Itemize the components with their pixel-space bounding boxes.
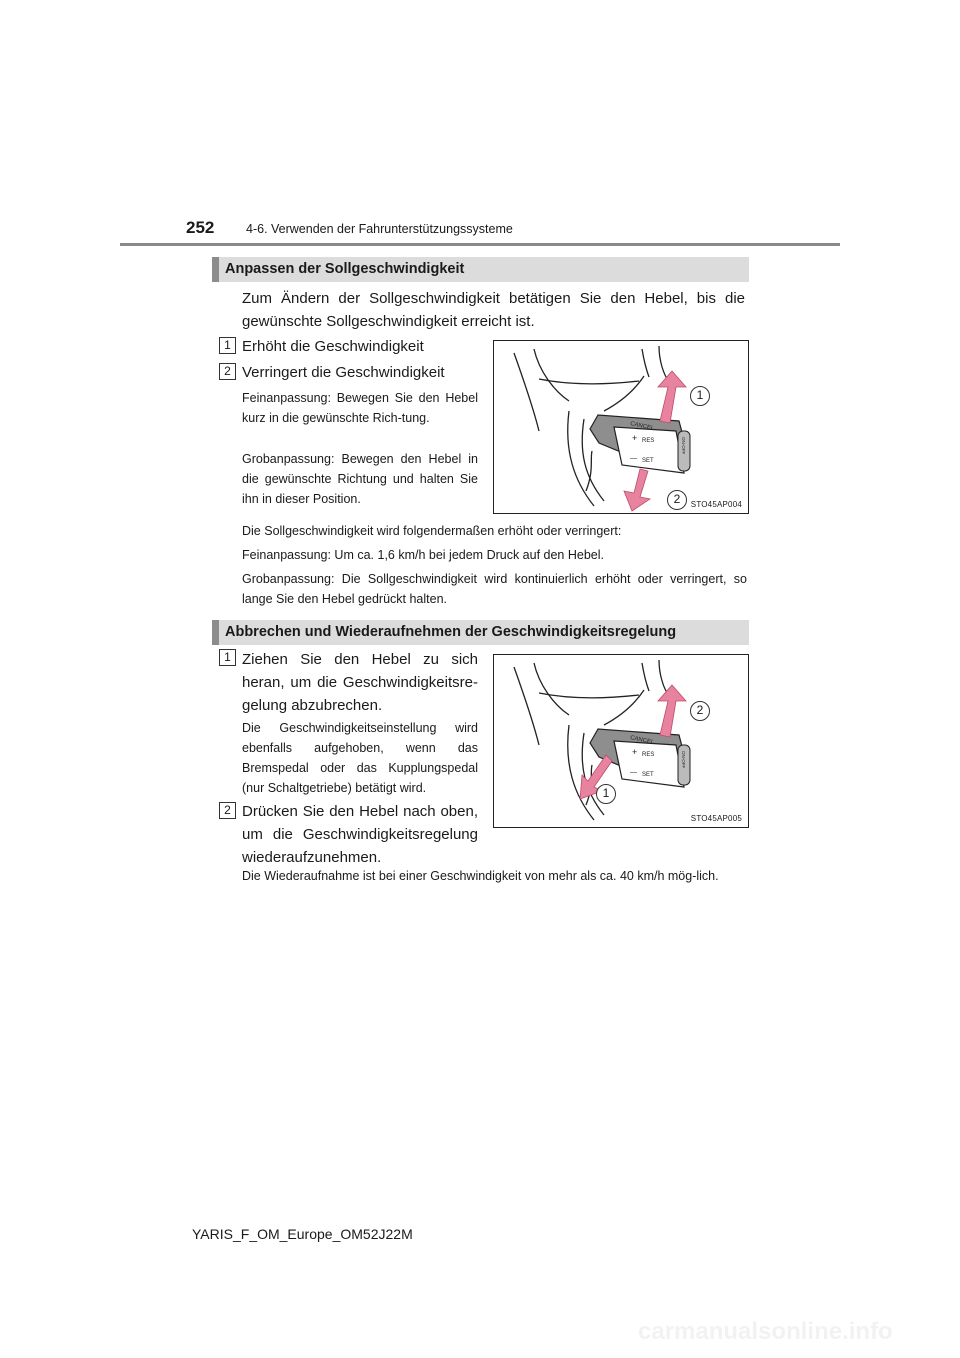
label-set: SET	[642, 458, 654, 464]
header-rule	[120, 243, 840, 246]
arrow-down-icon	[624, 469, 650, 511]
page-number: 252	[186, 218, 215, 237]
note-resume-speed: Die Wiederaufnahme ist bei einer Geschwindigkeit von mehr als ca. 40 km/h mög-lich.	[242, 869, 719, 883]
label-on-off: ON-OFF	[681, 751, 686, 769]
lever-face	[614, 741, 684, 787]
arrow-up-icon	[658, 685, 686, 737]
step-marker: 2	[219, 363, 236, 380]
note-fine-step: Feinanpassung: Um ca. 1,6 km/h bei jedem Druck auf den Hebel.	[242, 548, 604, 562]
label-minus: —	[630, 455, 637, 462]
step-cancel: Ziehen Sie den Hebel zu sich heran, um die Geschwindigkeitsre-gelung abzubrechen.	[242, 651, 478, 714]
label-on-off: ON-OFF	[681, 437, 686, 455]
arrow-up-icon	[658, 371, 686, 423]
section-intro: Zum Ändern der Sollgeschwindigkeit betätigen Sie den Hebel, bis die gewünschte Sollgeschwindigkeit erreicht ist.	[242, 290, 745, 330]
callout-1: 1	[596, 784, 616, 804]
figure-lever-adjust	[493, 340, 749, 514]
label-cancel: CANCEL	[629, 735, 655, 747]
lever-illustration	[494, 341, 748, 513]
step-resume: Drücken Sie den Hebel nach oben, um die Geschwindigkeitsregelung wiederaufzunehmen.	[242, 803, 478, 866]
callout-2: 2	[690, 701, 710, 721]
watermark: carmanualsonline.info	[638, 1318, 893, 1345]
label-plus: +	[632, 433, 638, 443]
callout-2: 2	[667, 490, 687, 510]
step-marker: 1	[219, 649, 236, 666]
label-minus: —	[630, 769, 637, 776]
figure-lever-cancel-resume	[493, 654, 749, 828]
document-id: YARIS_F_OM_Europe_OM52J22M	[192, 1226, 413, 1242]
step-decrease-speed: Verringert die Geschwindigkeit	[242, 364, 445, 381]
note-fine-adjust: Feinanpassung: Bewegen Sie den Hebel kurz in die gewünschte Rich-tung.	[242, 391, 478, 425]
label-res: RES	[642, 438, 655, 444]
note-coarse-adjust: Grobanpassung: Bewegen den Hebel in die gewünschte Richtung und halten Sie ihn in dieser Position.	[242, 452, 478, 506]
section-heading-cancel-resume: Abbrechen und Wiederaufnehmen der Geschwindigkeitsregelung	[212, 620, 749, 645]
step-increase-speed: Erhöht die Geschwindigkeit	[242, 338, 424, 355]
figure-code: STO45AP005	[690, 814, 742, 823]
note-brake-cancel: Die Geschwindigkeitseinstellung wird ebenfalls aufgehoben, wenn das Bremspedal oder das Kupplungspedal (nur Schaltgetriebe) betätigt wird.	[242, 721, 478, 795]
step-marker: 2	[219, 802, 236, 819]
label-plus: +	[632, 747, 638, 757]
chapter-title: 4-6. Verwenden der Fahrunterstützungssysteme	[246, 222, 513, 236]
label-res: RES	[642, 752, 655, 758]
note-coarse-continuous: Grobanpassung: Die Sollgeschwindigkeit wird kontinuierlich erhöht oder verringert, so lange Sie den Hebel gedrückt halten.	[242, 572, 747, 606]
step-marker: 1	[219, 337, 236, 354]
label-set: SET	[642, 772, 654, 778]
figure-code: STO45AP004	[690, 500, 742, 509]
callout-1: 1	[690, 386, 710, 406]
lever-face	[614, 427, 684, 473]
note-speed-change: Die Sollgeschwindigkeit wird folgendermaßen erhöht oder verringert:	[242, 524, 622, 538]
lever-illustration	[494, 655, 748, 827]
section-heading-adjust-speed: Anpassen der Sollgeschwindigkeit	[212, 257, 749, 282]
label-cancel: CANCEL	[629, 421, 655, 433]
